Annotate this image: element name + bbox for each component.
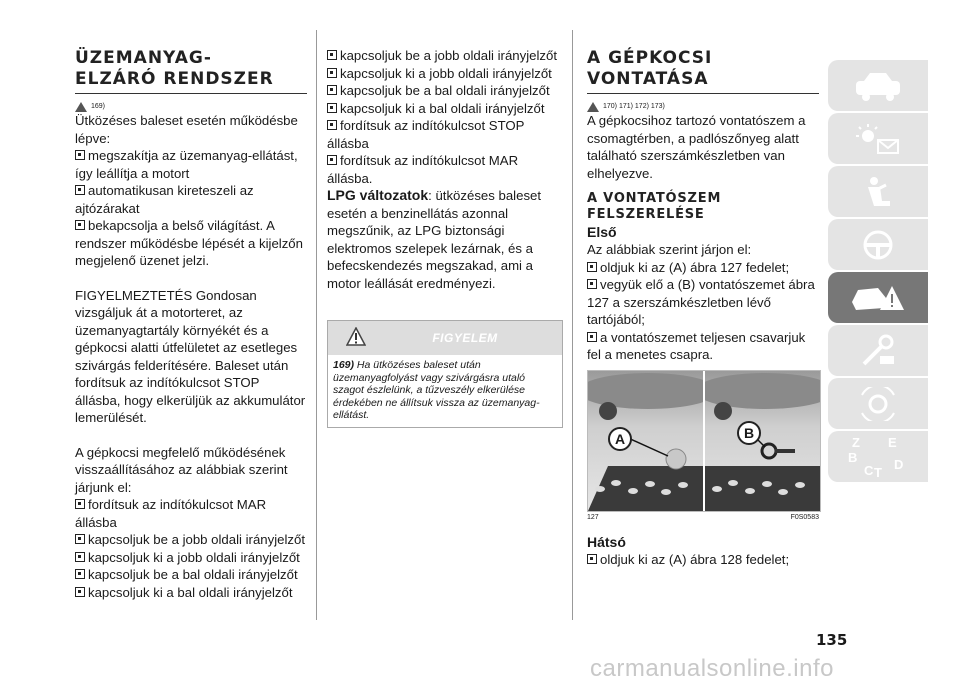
column-fuel-cutoff <box>75 48 307 601</box>
label-b: B <box>737 421 761 445</box>
bullet-icon <box>587 262 597 272</box>
warning-ref-number: 169) <box>91 103 106 110</box>
bullet-icon <box>327 68 337 78</box>
list-item: kapcsoljuk ki a jobb oldali irányjelzőt <box>327 65 563 83</box>
list-item: kapcsoljuk ki a bal oldali irányjelzőt <box>327 100 563 118</box>
warning-triangle-icon <box>587 102 599 112</box>
bullet-icon <box>75 552 85 562</box>
list-item: kapcsoljuk be a bal oldali irányjelzőt <box>327 82 563 100</box>
figure-caption <box>587 514 819 521</box>
bullet-icon <box>587 332 597 342</box>
intro-text: Ütközéses baleset esetén működésbe lépve: <box>75 113 298 146</box>
list-item: oldjuk ki az (A) ábra 127 fedelet; <box>587 259 819 277</box>
front-heading: Első <box>587 224 617 240</box>
bullet-icon <box>327 85 337 95</box>
list-item: bekapcsolja a belső világítást. A rendszer működésbe lépését a kijelzőn megjelenő üzenet jelzi. <box>75 218 303 268</box>
warning-text: Ha ütközéses baleset után üzemanyagfolyást vagy szivárgásra utaló szagot észlelünk, a tűzveszély elkerülése érdekében ne állítsuk vissza az üzemanyag-ellátást. <box>333 359 540 421</box>
warning-header <box>328 321 562 355</box>
bullet-icon <box>75 220 85 230</box>
wrench-icon <box>852 334 904 368</box>
lpg-label: LPG változatok <box>327 187 429 203</box>
figure-number: 127 <box>587 513 599 521</box>
tab-warning-lights[interactable] <box>828 113 928 164</box>
list-item: kapcsoljuk ki a bal oldali irányjelzőt <box>75 584 307 602</box>
lpg-paragraph <box>327 187 563 292</box>
photo-cover <box>588 371 703 511</box>
bullet-icon <box>327 120 337 130</box>
bullet-icon <box>587 279 597 289</box>
bullet-icon <box>327 50 337 60</box>
label-a: A <box>608 427 632 451</box>
section-title <box>75 48 307 90</box>
list-item: fordítsuk az indítókulcsot STOP állásba <box>327 118 525 151</box>
intro-text: A gépkocsihoz tartozó vontatószem a csomagtérben, a padlószőnyeg alatt található szerszámkészletben van elhelyezve. <box>587 113 806 181</box>
tab-index[interactable] <box>828 431 928 482</box>
figure-code: F0S0583 <box>790 513 819 521</box>
tab-emergency[interactable] <box>828 272 928 323</box>
tab-multimedia[interactable] <box>828 378 928 429</box>
rear-heading: Hátsó <box>587 533 626 550</box>
watermark: carmanualsonline.info <box>590 655 834 682</box>
front-intro: Az alábbiak szerint járjon el: <box>587 242 752 257</box>
column-divider <box>316 30 317 620</box>
warning-ref-numbers: 170) 171) 172) 173) <box>603 103 665 110</box>
tab-car[interactable] <box>828 60 928 111</box>
section-title <box>587 48 819 90</box>
emergency-icon <box>848 280 908 316</box>
warning-triangle-icon <box>75 102 87 112</box>
list-item: fordítsuk az indítókulcsot MAR állásba. <box>327 153 519 186</box>
list-item: kapcsoljuk be a jobb oldali irányjelzőt <box>327 47 563 65</box>
bullet-icon <box>75 569 85 579</box>
list-item: automatikusan kireteszeli az ajtózárakat <box>75 183 254 216</box>
warning-title: FIGYELEM <box>432 331 498 345</box>
list-item: kapcsoljuk be a bal oldali irányjelzőt <box>75 566 307 584</box>
page-number: 135 <box>816 631 848 649</box>
list-item: kapcsoljuk ki a jobb oldali irányjelzőt <box>75 549 307 567</box>
bullet-icon <box>75 150 85 160</box>
subsection-title: A VONTATÓSZEM FELSZERELÉSE <box>587 191 722 222</box>
chapter-tabs <box>828 60 930 484</box>
list-item: oldjuk ki az (A) ábra 128 fedelet; <box>587 551 819 569</box>
title-line-1: ÜZEMANYAG- <box>75 48 212 68</box>
bullet-icon <box>75 587 85 597</box>
figure-127 <box>587 370 821 512</box>
list-item: megszakítja az üzemanyag-ellátást, így leállítja a motort <box>75 148 298 181</box>
tab-steering[interactable] <box>828 219 928 270</box>
title-rule <box>75 93 307 94</box>
caution-paragraph: FIGYELMEZTETÉS Gondosan vizsgáljuk át a motorteret, az üzemanyagtartály környékét és a gépkocsi alatti útfelületet az esetleges szivárgás felderítésére. Baleset után fordítsuk az indítókulcsot STOP állásba, hogy elkerüljük az akkumulátor lemerülését. <box>75 287 306 425</box>
warning-lights-icon <box>852 122 904 156</box>
tab-maintenance[interactable] <box>828 325 928 376</box>
bullet-icon <box>587 554 597 564</box>
tab-seat-airbag[interactable] <box>828 166 928 217</box>
warning-triangle-icon <box>346 327 366 347</box>
list-item: fordítsuk az indítókulcsot MAR állásba <box>75 497 267 530</box>
title-line-2: VONTATÁSA <box>587 69 709 89</box>
index-icon: Z E B C T D <box>848 434 904 480</box>
column-towing <box>587 48 819 568</box>
warning-reference <box>75 98 307 112</box>
car-icon <box>852 69 904 103</box>
steering-icon <box>852 228 904 262</box>
warning-reference <box>587 98 819 112</box>
warning-box <box>327 320 563 428</box>
title-line-2: ELZÁRÓ RENDSZER <box>75 69 274 89</box>
warning-body <box>328 355 562 427</box>
list-item: vegyük elő a (B) vontatószemet ábra 127 a szerszámkészletben lévő tartójából; <box>587 277 815 327</box>
multimedia-icon <box>852 387 904 421</box>
column-divider <box>572 30 573 620</box>
title-line-1: A GÉPKOCSI <box>587 48 713 68</box>
bullet-icon <box>327 103 337 113</box>
reset-intro: A gépkocsi megfelelő működésének visszaállításához az alábbiak szerint járjunk el: <box>75 444 288 495</box>
lpg-text: : ütközéses baleset esetén a benzinellátás azonnal megszűnik, az LPG biztonsági elektromos szelepek lezárnak, és a befecskendezés megszakad, ami a motor leállását eredményezi. <box>327 188 542 291</box>
column-continued <box>327 47 563 428</box>
bullet-icon <box>75 185 85 195</box>
bullet-icon <box>75 534 85 544</box>
seat-airbag-icon <box>852 175 904 209</box>
list-item: a vontatószemet teljesen csavarjuk fel a menetes csapra. <box>587 329 806 362</box>
photo-eye <box>705 371 820 511</box>
title-rule <box>587 93 819 94</box>
list-item: kapcsoljuk be a jobb oldali irányjelzőt <box>75 531 307 549</box>
warning-number: 169) <box>333 359 355 371</box>
bullet-icon <box>327 155 337 165</box>
bullet-icon <box>75 499 85 509</box>
